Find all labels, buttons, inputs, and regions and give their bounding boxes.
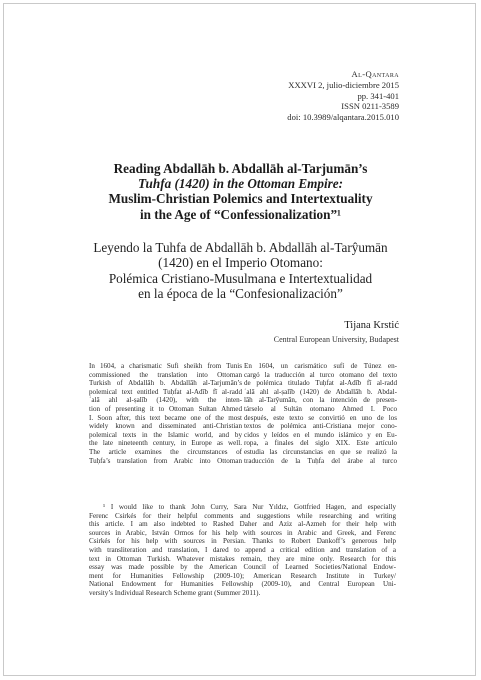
title-line: Reading Abdallāh b. Abdallāh al-Tarjumān’s bbox=[113, 161, 368, 176]
abstract-line: polemical texts in the Islamic world, and by bbox=[89, 430, 242, 439]
abstract-line: I. Soon after, this text became one of the most bbox=[89, 413, 242, 422]
abstract-line: the late nineteenth century, in Europe as well. bbox=[89, 439, 242, 448]
title-line: (1420) en el Imperio Otomano: bbox=[158, 255, 323, 271]
abstract-line: polemical text entitled Tuḥfat al-Adīb fī al-radd bbox=[89, 387, 242, 396]
abstract-line: En 1604, un carismático sufí de Túnez en- bbox=[244, 362, 397, 370]
footnote-line: this article. I am also indebted to Rashed Daher and Aziz al-Azmeh for their help with bbox=[89, 520, 396, 529]
journal-info bbox=[287, 69, 399, 122]
footnote-line: Ferenc Csirkés for their helpful comments and suggestions while researching and writing bbox=[89, 511, 396, 520]
footnote-line: text in Ottoman Turkish. Whatever mistakes remain, they are mine only. Research for this bbox=[89, 554, 396, 563]
abstract-line: textos de polémica anti-Cristiana mejor cono- bbox=[244, 422, 397, 431]
abstract-line: después, este texto se convirtió en uno de los bbox=[244, 413, 397, 422]
abstract-line: estudia las circunstancias en que se realizó la bbox=[244, 447, 397, 456]
abstract-line: traducción de la Tuḥfa del árabe al turco bbox=[244, 456, 397, 465]
abstract-line: ʿalā ahl al-ṣalīb (1420), with the inten- bbox=[89, 396, 242, 405]
article-title-english bbox=[88, 161, 393, 222]
title-line: Polémica Cristiano-Musulmana e Intertextualidad bbox=[108, 270, 373, 286]
footnote-line: ¹ I would like to thank John Curry, Sara Nur Yıldız, Gottfried Hagen, and especially bbox=[103, 503, 396, 511]
abstract-line: cidos y leídos en el mundo islámico y en Eu- bbox=[244, 430, 397, 439]
title-line: en la época de la “Confesionalización” bbox=[138, 286, 343, 302]
footnote-line: with transliteration and translation, I dared to append a critical edition and translation of a bbox=[89, 545, 396, 554]
footnote-line: essay was made possible by the American Council of Learned Societies/National Endow- bbox=[89, 563, 396, 572]
journal-doi: doi: 10.3989/alqantara.2015.010 bbox=[287, 111, 399, 122]
footnote-line: sources in Arabic, István Ormos for his help with sources in Arabic and Greek, and Ferenc bbox=[89, 528, 396, 537]
abstract-line: commissioned the translation into Ottoman bbox=[89, 370, 242, 379]
author-name: Tijana Krstić bbox=[344, 320, 399, 331]
abstract-line: társelo al Sultán otomano Ahmed I. Poco bbox=[244, 404, 397, 413]
abstract-line: tion of presenting it to Ottoman Sultan Ahmed bbox=[89, 404, 242, 413]
acknowledgment-footnote bbox=[89, 503, 396, 598]
journal-pages: pp. 341-401 bbox=[357, 90, 399, 101]
abstract-line: In 1604, a charismatic Sufi sheikh from Tunis bbox=[89, 362, 242, 370]
journal-name: Al-Qantara bbox=[351, 69, 399, 79]
article-title-spanish bbox=[88, 240, 393, 302]
journal-volume: XXXVI 2, julio-diciembre 2015 bbox=[288, 80, 399, 91]
abstract-line: Tuḥfa’s translation from Arabic into Ottoman bbox=[89, 456, 242, 465]
title-line: Leyendo la Tuhfa de Abdallāh b. Abdallāh al-Tarŷumān bbox=[93, 240, 388, 255]
abstract-line: The article examines the circumstances of bbox=[89, 447, 242, 456]
footnote-line: versity’s Individual Research Scheme grant (Summer 2011). bbox=[89, 588, 261, 597]
abstract-line: ropa, a finales del siglo XIX. Este artículo bbox=[244, 439, 397, 448]
author-affiliation: Central European University, Budapest bbox=[273, 335, 399, 344]
journal-issn: ISSN 0211-3589 bbox=[341, 101, 399, 112]
abstract-line: Turkish of Abdallāh b. Abdallāh al-Tarjumān’s bbox=[89, 379, 242, 388]
title-line: Muslim-Christian Polemics and Intertextuality bbox=[108, 191, 373, 207]
abstract-spanish bbox=[244, 362, 397, 465]
abstract-line: widely known and disseminated anti-Christian bbox=[89, 422, 242, 431]
abstract-line: ʿalā ahl al-ṣalīb (1420) de Abdallāh b. Abdal- bbox=[244, 387, 397, 396]
footnote-line: ment for Humanities Fellowship (2009-10); American Research Institute in Turkey/ bbox=[89, 571, 396, 580]
abstract-line: lāh al-Tarŷumān, con la intención de presen- bbox=[244, 396, 397, 405]
abstract-line: cargó la traducción al turco otomano del texto bbox=[244, 370, 397, 379]
footnote-line: National Endowment for Humanities Fellowship (2009-10), and Central European Uni- bbox=[89, 580, 396, 589]
title-line: Tuhfa (1420) in the Ottoman Empire: bbox=[137, 176, 344, 192]
abstract-line: de polémica titulado Tuḥfat al-Adīb fī al-radd bbox=[244, 379, 397, 388]
abstract-english bbox=[89, 362, 242, 465]
footnote-line: Csirkés for his help with sources in Persian. Thanks to Robert Dankoff’s generous help bbox=[89, 537, 396, 546]
title-line: in the Age of “Confessionalization”¹ bbox=[139, 206, 342, 222]
